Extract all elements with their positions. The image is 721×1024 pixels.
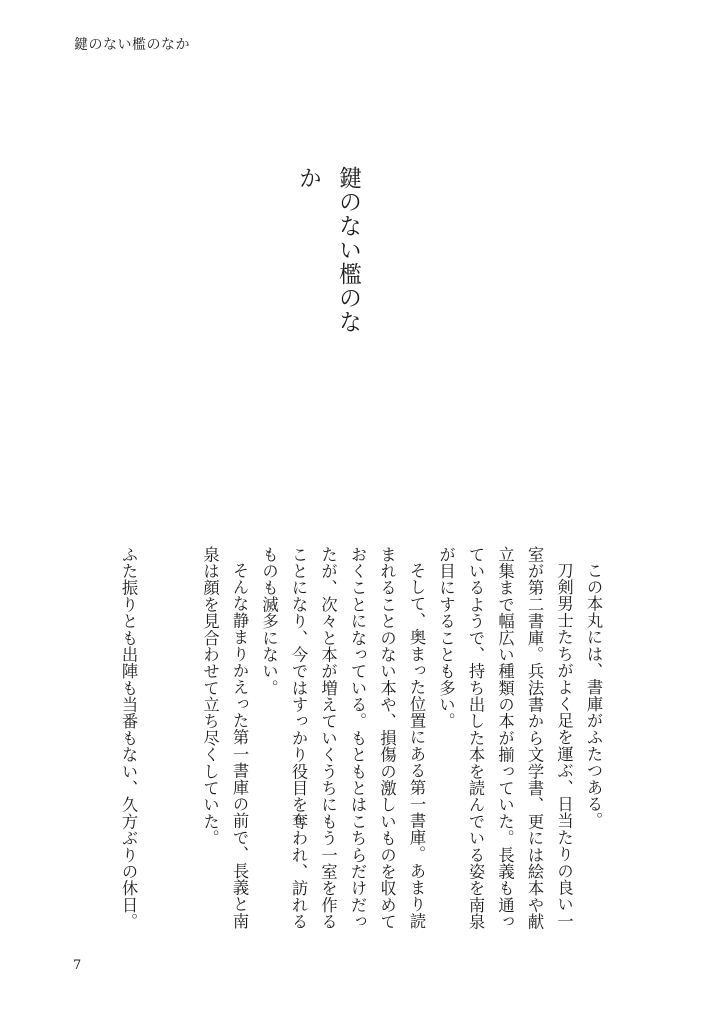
paragraph-1: この本丸には、書庫がふたつある。 xyxy=(584,562,603,830)
paragraph-3: そして、奥まった位置にある第一書庫。あまり読まれることのない本や、損傷の激しいものを収めておくことになっている。もともとはこちらだけだったが、次々と本が増えていくうちにもう一室を作ることになり、今ではすっかり役目を奪われ、訪れるものも滅多にない。 xyxy=(259,546,426,930)
scene-break xyxy=(143,546,195,946)
chapter-title: 鍵のない檻のなか xyxy=(295,166,361,334)
running-header: 鍵のない檻のなか xyxy=(74,37,190,53)
paragraph-2: 刀剣男士たちがよく足を運ぶ、日当たりの良い一室が第二書庫。兵法書から文学書、更には絵本や献立集まで幅広い種類の本が揃っていた。長義も通っているようで、持ち出した本を読んでいる姿を南泉が目にすることも多い。 xyxy=(436,546,574,930)
page-number: 7 xyxy=(73,958,82,973)
body-text xyxy=(119,546,608,946)
paragraph-4: そんな静まりかえった第一書庫の前で、長義と南泉は顔を見合わせて立ち尽くしていた。 xyxy=(200,546,249,930)
paragraph-5: ふた振りとも出陣も当番もない、久方ぶりの休日。 xyxy=(119,546,138,930)
